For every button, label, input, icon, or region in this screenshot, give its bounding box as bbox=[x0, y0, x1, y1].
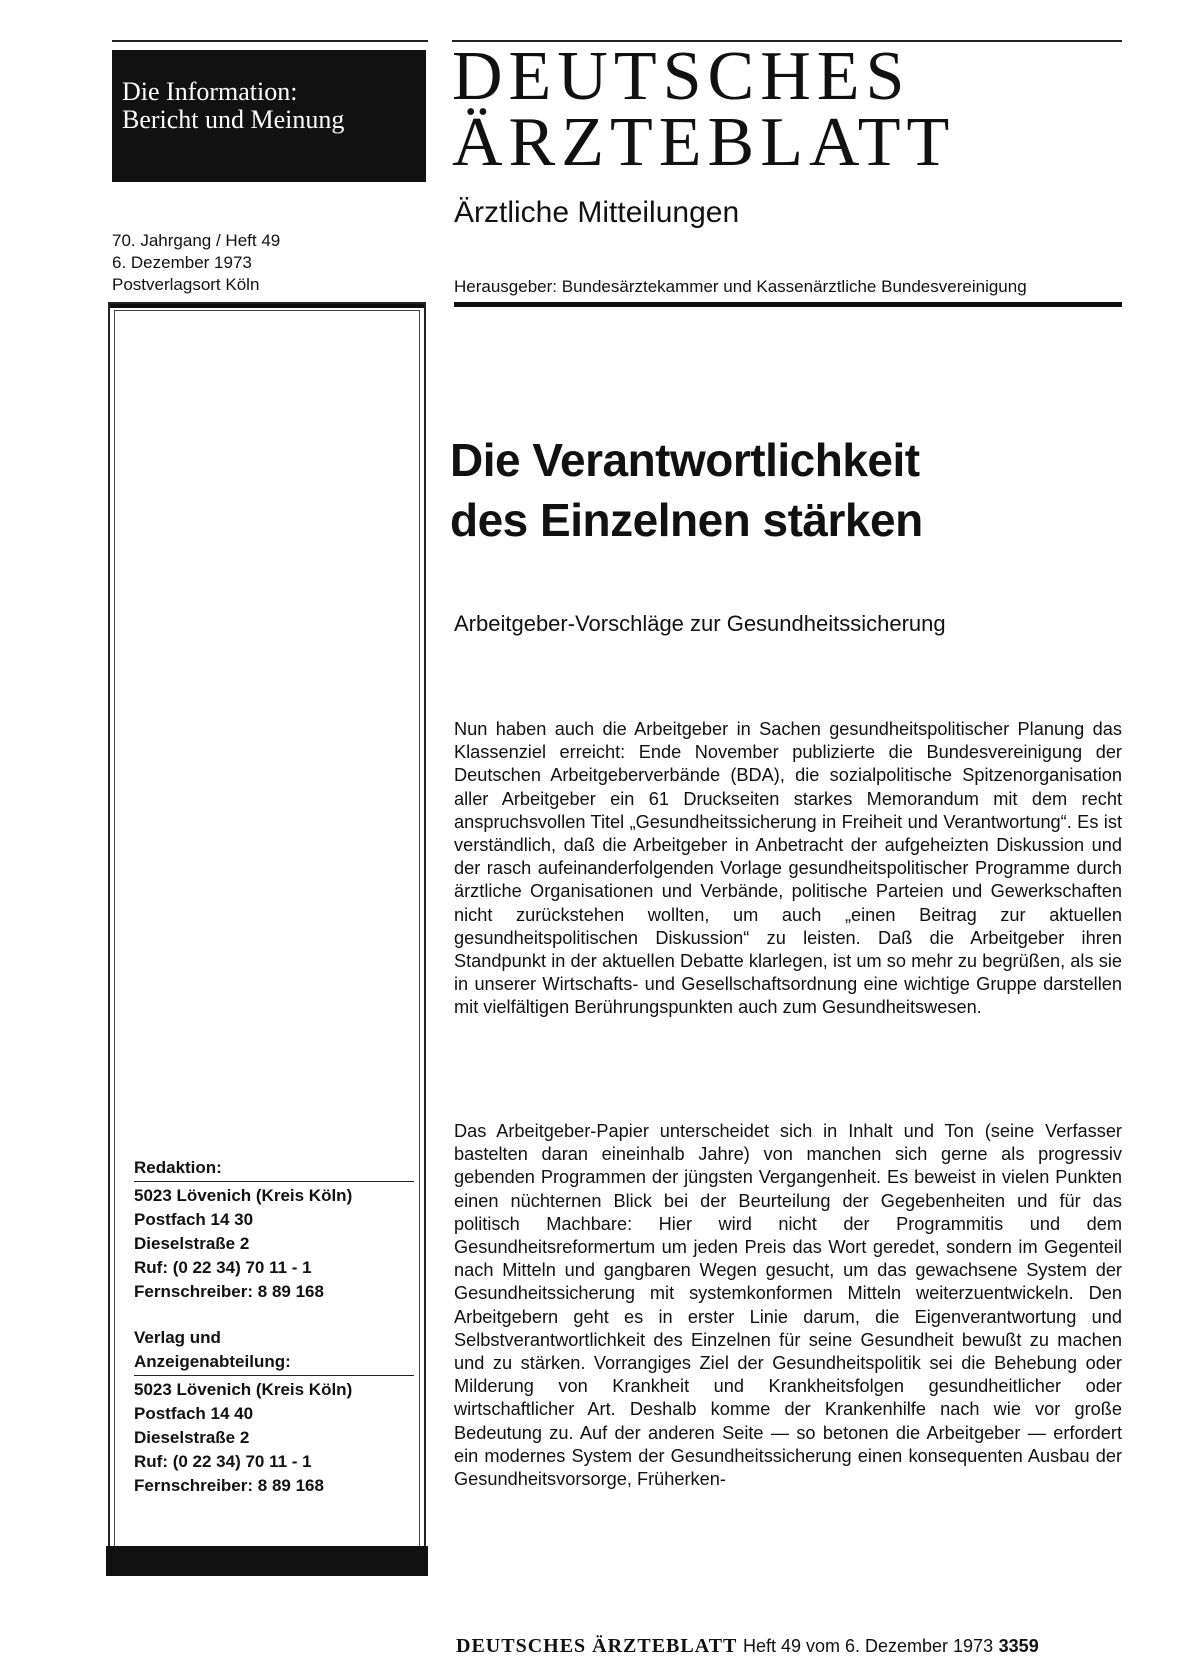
page-footer bbox=[456, 1634, 1039, 1658]
masthead-line2: ÄRZTEBLATT bbox=[452, 104, 956, 181]
section-label-box bbox=[112, 50, 426, 182]
publisher-telex: Fernschreiber: 8 89 168 bbox=[134, 1476, 324, 1495]
postal-location: Postverlagsort Köln bbox=[112, 275, 260, 294]
publisher-pobox: Postfach 14 40 bbox=[134, 1404, 254, 1423]
publisher-contact bbox=[134, 1326, 414, 1498]
footer-brand: DEUTSCHES ÄRZTEBLATT bbox=[456, 1635, 738, 1657]
article-paragraph-2 bbox=[454, 1120, 1122, 1491]
section-label-line2: Bericht und Meinung bbox=[122, 105, 345, 134]
publisher-heading-line1: Verlag und bbox=[134, 1328, 221, 1347]
paragraph-1-text: Nun haben auch die Arbeitgeber in Sachen gesundheitspolitischer Planung das Klassenziel erreicht: Ende November publizierte die Bundesvereinigung der Deutschen Arbeitgeberverbände (BDA), die sozialpolitische Spitzenorganisation aller Arbeitgeber ein 61 Druckseiten starkes Memorandum mit dem recht anspruchsvollen Titel „Gesundheitssicherung in Freiheit und Verantwortung“. Es ist verständlich, daß die Arbeitgeber in Anbetracht der aufgeheizten Diskussion und der rasch aufeinanderfolgenden Vorlage gesundheitspolitischer Programme durch ärztliche Organisationen und Verbände, politische Parteien und Gewerkschaften nicht zurückstehen wollten, um auch „einen Beitrag zur aktuellen gesundheitspolitischen Diskussion“ zu leisten. Daß die Arbeitgeber ihren Standpunkt in der aktuellen Debatte klarlegen, ist um so mehr zu begrüßen, als sie in unserer Wirtschafts- und Gesellschaftsordnung eine wichtige Gruppe darstellen mit vielfältigen Berührungspunkten auch zum Gesundheitswesen. bbox=[454, 719, 1122, 1018]
publisher-street: Dieselstraße 2 bbox=[134, 1428, 250, 1447]
publisher-phone: Ruf: (0 22 34) 70 11 - 1 bbox=[134, 1452, 312, 1471]
top-rule-left bbox=[112, 40, 428, 42]
editorial-address: 5023 Lövenich (Kreis Köln) bbox=[134, 1186, 353, 1205]
publisher-heading-line2: Anzeigenabteilung: bbox=[134, 1350, 414, 1376]
editorial-phone: Ruf: (0 22 34) 70 11 - 1 bbox=[134, 1258, 312, 1277]
editorial-street: Dieselstraße 2 bbox=[134, 1234, 250, 1253]
article-paragraph-1 bbox=[454, 718, 1122, 1020]
issue-date: 6. Dezember 1973 bbox=[112, 253, 252, 272]
article-deck: Arbeitgeber-Vorschläge zur Gesundheitssicherung bbox=[454, 611, 946, 636]
masthead-subtitle: Ärztliche Mitteilungen bbox=[454, 196, 740, 229]
publisher-address: 5023 Lövenich (Kreis Köln) bbox=[134, 1380, 353, 1399]
masthead-line1: DEUTSCHES bbox=[452, 38, 911, 115]
paragraph-2-text: Das Arbeitgeber-Papier unterscheidet sich in Inhalt und Ton (seine Verfasser bastelten daran eineinhalb Jahre) von manchen sich gerne als progressiv gebenden Programmen der jüngsten Vergangenheit. Es beweist in vielen Punkten einen nüchternen Blick bei der Beurteilung der Gegebenheiten und für das politisch Machbare: Hier wird nicht der Programmitis und dem Gesundheitsreformertum um jeden Preis das Wort geredet, sondern im Gegenteil nach Mitteln und gangbaren Wegen gesucht, um das gewachsene System der Gesundheitssicherung mit systemkonformen Mitteln weiterzuentwickeln. Den Arbeitgebern geht es in erster Linie darum, die Eigenverantwortung und Selbstverantwortlichkeit des Einzelnen für seine Gesundheit bewußt zu machen und zu stärken. Vorrangiges Ziel der Gesundheitspolitik sei die Behebung oder Milderung von Krankheit und Krankheitsfolgen gesundheitlicher oder wirtschaftlicher Art. Deshalb komme der Krankenhilfe nach wie vor große Bedeutung zu. Auf der anderen Seite — so betonen die Arbeitgeber — erfordert ein modernes System der Gesundheitssicherung einen konsequenten Ausbau der Gesundheitsvorsorge, Früherken- bbox=[454, 1121, 1122, 1490]
article-headline bbox=[450, 430, 923, 550]
editorial-heading: Redaktion: bbox=[134, 1156, 414, 1182]
editorial-telex: Fernschreiber: 8 89 168 bbox=[134, 1282, 324, 1301]
headline-line2: des Einzelnen stärken bbox=[450, 494, 923, 546]
editorial-pobox: Postfach 14 30 bbox=[134, 1210, 254, 1229]
masthead-title bbox=[452, 38, 956, 181]
editorial-contact bbox=[134, 1156, 414, 1304]
section-label-line1: Die Information: bbox=[122, 77, 298, 106]
publisher-rule bbox=[454, 302, 1122, 307]
publisher-line: Herausgeber: Bundesärztekammer und Kassenärztliche Bundesvereinigung bbox=[454, 277, 1027, 296]
frame-bottom-bar bbox=[106, 1546, 428, 1576]
volume-issue: 70. Jahrgang / Heft 49 bbox=[112, 231, 281, 250]
footer-page-number: 3359 bbox=[998, 1636, 1039, 1656]
headline-line1: Die Verantwortlichkeit bbox=[450, 434, 920, 486]
footer-issue: Heft 49 vom 6. Dezember 1973 bbox=[742, 1636, 994, 1656]
